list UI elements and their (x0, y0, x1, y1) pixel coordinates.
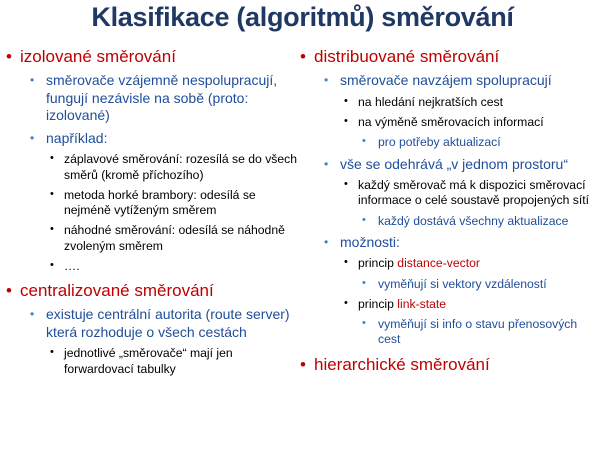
distance-vector-item: • princip distance-vector (344, 256, 480, 271)
distance-vector-term: distance-vector (397, 256, 480, 271)
right-column (300, 44, 600, 375)
cooperation-detail: • pro potřeby aktualizací (362, 135, 501, 150)
slide-title: Klasifikace (algoritmů) směrování (91, 2, 514, 32)
options-label: • možnosti: (324, 233, 400, 250)
bullet: • (362, 276, 366, 289)
example-item: • náhodné směrování: odesílá se náhodně zvoleným směrem (50, 223, 285, 253)
bullet: • (362, 213, 366, 226)
bullet: • (344, 296, 348, 309)
left-column (6, 44, 298, 377)
bullet: • (344, 178, 348, 190)
bullet: • (6, 47, 12, 66)
bullet: • (300, 354, 306, 374)
bullet: • (30, 73, 35, 88)
cooperation-sub-item: • na hledání nejkratších cest (344, 94, 503, 109)
bullet: • (344, 115, 348, 127)
bullet: • (324, 73, 329, 88)
isolated-routing-desc: • směrovače vzájemně nespolupracují, fungují nezávisle na sobě (proto: izolované) (30, 72, 278, 124)
link-state-item: • princip link-state (344, 296, 447, 311)
cooperation-sub-item: • na výměně směrovacích informací (344, 115, 544, 129)
example-item: • záplavové směrování: rozesílá se do všech směrů (kromě příchozího) (50, 152, 298, 182)
example-item: • metoda horké brambory: odesílá se nejméně vytíženým směrem (50, 187, 256, 217)
link-state-detail: • vyměňují si info o stavu přenosových cest (362, 317, 578, 347)
cooperation-item: • směrovače navzájem spolupracují (324, 72, 552, 89)
bullet: • (362, 135, 366, 148)
bullet: • (50, 346, 54, 359)
bullet: • (50, 258, 54, 271)
bullet: • (344, 94, 348, 107)
distributed-routing-heading: • distribuované směrování (300, 47, 500, 66)
example-label: • například: (30, 129, 108, 146)
centralized-routing-heading: • centralizované směrování (6, 281, 214, 300)
bullet: • (6, 281, 12, 300)
distance-vector-detail: • vyměňují si vektory vzdáleností (362, 276, 547, 291)
centralized-routing-sub: • jednotlivé „směrovače“ mají jen forwardovací tabulky (50, 346, 233, 376)
example-item: • …. (50, 258, 80, 273)
bullet: • (30, 130, 35, 145)
bullet: • (50, 223, 54, 236)
bullet: • (50, 152, 54, 165)
isolated-routing-heading: • izolované směrování (6, 47, 176, 66)
bullet: • (362, 317, 366, 329)
centralized-routing-desc: • existuje centrální autorita (route server) která rozhoduje o všech cestách (30, 306, 290, 340)
one-space-item: • vše se odehrává „v jednom prostoru“ (324, 155, 568, 172)
one-space-detail: • každý dostává všechny aktualizace (362, 213, 569, 228)
bullet: • (344, 256, 348, 269)
bullet: • (50, 187, 54, 200)
bullet: • (300, 47, 306, 66)
bullet: • (324, 234, 329, 249)
one-space-sub-item: • každý směrovač má k dispozici směrovací informace o celé soustavě propojených sítí (344, 178, 590, 208)
hierarchical-routing-heading: • hierarchické směrování (300, 354, 490, 374)
link-state-term: link-state (397, 296, 447, 311)
bullet: • (30, 307, 35, 322)
bullet: • (324, 156, 329, 171)
